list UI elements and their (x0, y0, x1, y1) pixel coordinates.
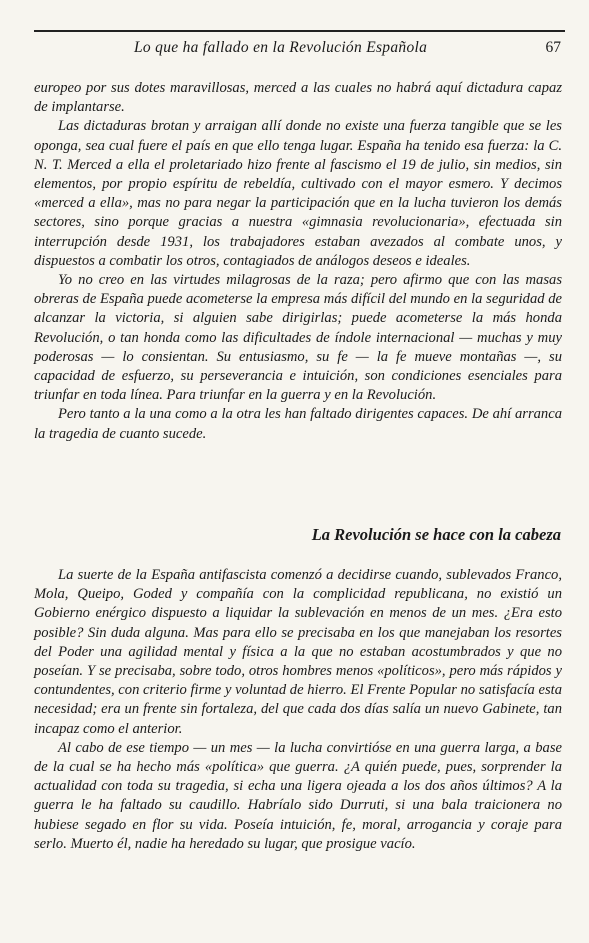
page-number: 67 (545, 39, 561, 56)
paragraph: europeo por sus dotes maravillosas, merced a las cuales no habrá aquí dictadura capaz de implantarse. (34, 80, 562, 116)
section-heading: La Revolución se hace con la cabeza (311, 525, 561, 544)
body-text-section-2 (34, 566, 562, 854)
paragraph: Yo no creo en las virtudes milagrosas de la raza; pero afirmo que con las masas obreras de España puede acometerse la empresa más difícil del mundo en la seguridad de alcanzar la victoria, si alguien sabe dirigirlas; puede acometerse la más honda Revolución, o tan honda como las dificultades de índole internacional — muchas y muy poderosas — lo consientan. Su entusiasmo, su fe — la fe mueve montañas —, su capacidad de esfuerzo, su perseverancia e intuición, son condiciones esenciales para triunfar en toda línea. Para triunfar en la guerra y en la Revolución. (34, 272, 562, 404)
paragraph: Pero tanto a la una como a la otra les han faltado dirigentes capaces. De ahí arranca la tragedia de cuanto sucede. (34, 406, 562, 442)
paragraph: La suerte de la España antifascista comenzó a decidirse cuando, sublevados Franco, Mola, Queipo, Goded y compañía con la complicidad republicana, no existió un Gobierno enérgico dispuesto a liquidar la sublevación en menos de un mes. ¿Era esto posible? Sin duda alguna. Mas para ello se precisaba en los que manejaban los resortes del Poder una agilidad mental y física a la que no estaban acostumbrados y que no poseían. Y se precisaba, sobre todo, otros hombres menos «políticos», pero más rápidos y contundentes, con criterio firme y voluntad de hierro. El Frente Popular no satisfacía esta necesidad; era un frente sin fortaleza, del que cada dos días salía un nuevo Gabinete, tan incapaz como el anterior. (34, 567, 562, 737)
paragraph: Las dictaduras brotan y arraigan allí donde no existe una fuerza tangible que se les oponga, sea cual fuere el país en que ello tenga lugar. España ha tenido esa fuerza: la C. N. T. Merced a ella el proletariado hizo frente al fascismo el 19 de julio, sin medios, sin elementos, por propio espíritu de rebeldía, cultivado con el mayor esmero. Y decimos «merced a ella», mas no para negar la participación que en la lucha tuvieron los demás sectores, sino porque gracias a nuestra «gimnasia revolucionaria», efectuada sin interrupción desde 1931, los trabajadores estaban avezados al combate unos, y dispuestos a combatir los otros, contagiados de análogos deseos e ideales. (34, 118, 562, 269)
body-text-section-1 (34, 79, 562, 444)
running-title: Lo que ha fallado en la Revolución Española (134, 39, 428, 56)
paragraph: Al cabo de ese tiempo — un mes — la lucha convirtióse en una guerra larga, a base de la cual se ha hecho más «política» que guerra. ¿A quién puede, pues, sorprender la actualidad con toda su tragedia, si echa una ligera ojeada a los dos años últimos? A la guerra le ha faltado su caudillo. Habríalo sido Durruti, si una bala traicionera no hubiese segado en flor su vida. Poseía intuición, fe, moral, arrogancia y coraje para serlo. Muerto él, nadie ha heredado su lugar, que prosigue vacío. (34, 739, 562, 852)
page-header (34, 30, 565, 58)
